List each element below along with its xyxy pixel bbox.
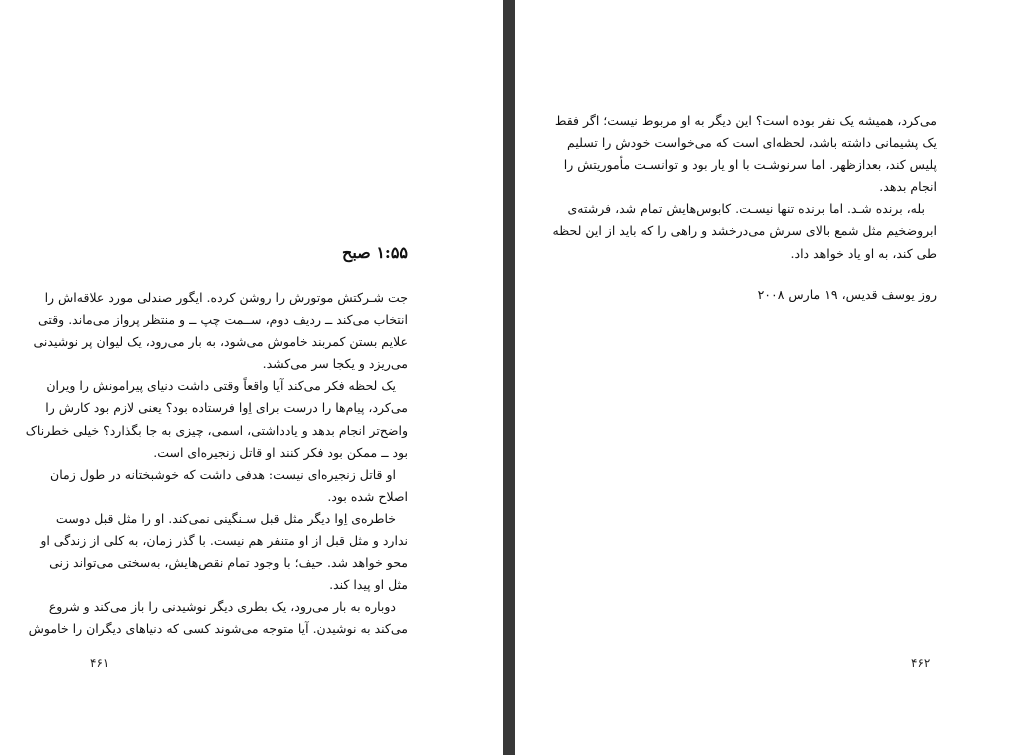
left-page xyxy=(0,0,503,755)
text-line: می‌کرد، پیام‌ها را درست برای اِوا فرستاده بود؟ یعنی لازم بود کارش را xyxy=(45,400,408,416)
text-line: انتخاب می‌کند ــ ردیف دوم، ســمت چپ ــ و منتظر پرواز می‌ماند. وقتی xyxy=(38,312,408,328)
text-line: ندارد و مثل قبل از او متنفر هم نیست. با گذر زمان، به کلی از زندگی او xyxy=(40,533,408,549)
text-line: بله، برنده شـد. اما برنده تنها نیسـت. کابوس‌هایش تمام شد، فرشته‌ی xyxy=(567,201,925,217)
right-page xyxy=(515,0,1024,755)
text-line: خاطره‌ی اِوا دیگر مثل قبل سـنگینی نمی‌کند. او را مثل قبل دوست xyxy=(55,510,396,526)
text-line: ابروضخیم مثل شمع بالای سرش می‌درخشد و راهی را که باید از این لحظه xyxy=(552,223,937,239)
text-line: او قاتل زنجیره‌ای نیست: هدفی داشت که خوشبختانه در طول زمان xyxy=(50,466,396,482)
text-line: پلیس کند، بعدازظهر. اما سرنوشـت با او یار بود و توانسـت مأموریتش را xyxy=(563,157,937,173)
text-line: انجام بدهد. xyxy=(879,179,937,195)
text-line: بود ــ ممکن بود فکر کنند او قاتل زنجیره‌ای است. xyxy=(153,444,408,460)
text-line: واضح‌تر انجام بدهد و یادداشتی، اسمی، چیزی به جا بگذارد؟ خیلی خطرناک xyxy=(25,422,408,438)
left-page-body xyxy=(25,287,408,641)
text-line: اصلاح شده بود. xyxy=(327,488,408,504)
text-line: مثل او پیدا کند. xyxy=(329,577,408,593)
text-line: محو خواهد شد. حیف؛ با وجود تمام نقص‌هایش، به‌سختی می‌تواند زنی xyxy=(49,555,408,571)
page-number-right: ۴۶۲ xyxy=(911,656,931,670)
text-line: جت شـرکتش موتورش را روشن کرده. ایگور صندلی مورد علاقه‌اش را xyxy=(44,290,408,305)
book-gutter xyxy=(503,0,515,755)
text-line: می‌کند به نوشیدن. آیا متوجه می‌شوند کسی که دنیاهای دیگران را خاموش xyxy=(28,621,408,637)
dateline: روز یوسف قدیس، ۱۹ مارس ۲۰۰۸ xyxy=(757,287,937,302)
text-line: طی کند، به او یاد خواهد داد. xyxy=(790,245,937,261)
text-line: دوباره به بار می‌رود، یک بطری دیگر نوشیدنی را باز می‌کند و شروع xyxy=(48,599,396,615)
right-page-body xyxy=(552,110,937,265)
text-line: می‌کرد، همیشه یک نفر بوده است؟ این دیگر به او مربوط نیست؛ اگر فقط xyxy=(554,113,937,128)
text-line: یک پشیمانی داشته باشد، لحظه‌ای است که می‌خواست خودش را تسلیم xyxy=(567,135,937,151)
text-line: یک لحظه فکر می‌کند آیا واقعاً وقتی داشت دنیای پیرامونش را ویران xyxy=(46,378,396,394)
text-line: علایم بستن کمربند خاموش می‌شود، به بار می‌رود، یک لیوان پر نوشیدنی xyxy=(33,334,408,350)
chapter-heading: ۱:۵۵ صبح xyxy=(342,243,408,262)
text-line: می‌ریزد و یکجا سر می‌کشد. xyxy=(262,356,408,372)
page-number-left: ۴۶۱ xyxy=(90,656,110,670)
